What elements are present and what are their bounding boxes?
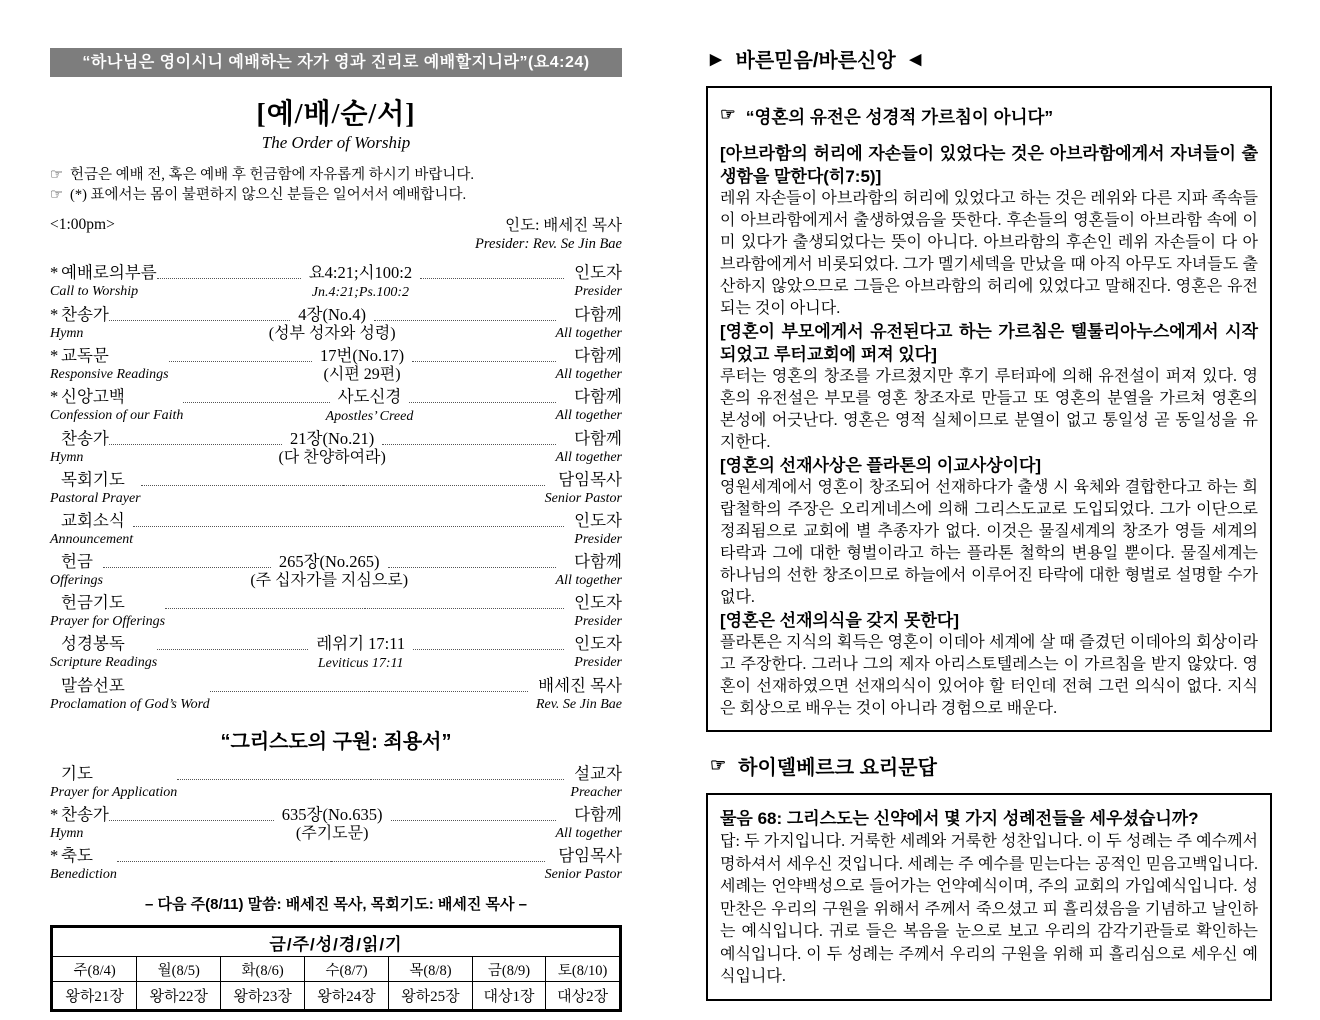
day-header: 화(8/6): [221, 957, 305, 982]
page-subtitle: The Order of Worship: [261, 133, 411, 152]
section-header-title: 바른믿음/바른신앙: [735, 50, 896, 72]
item-detail-ko: 요4:21;시100:2: [308, 263, 413, 282]
doctrine-title-text: “영혼의 유전은 성경적 가르침이 아니다”: [745, 107, 1054, 127]
doctrine-section-body: 플라톤은 지식의 획득은 영혼이 이데아 세계에 살 때 즐겼던 이데아의 회상이라고 주장한다. 그러나 그의 제자 아리스토텔레스는 이 가르침을 받지 않았다. 영혼이 선재하였으면 선재의식이 있어야 할 터인데 전혀 그런 의식이 없다. 지식은 회상으로 배우는 것이 아니라 경험으로 배운다.: [720, 634, 1258, 717]
item-title-en: Hymn: [50, 826, 84, 841]
teaching-column: [706, 44, 1272, 1001]
table-title: 금/주/성/경/읽/기: [52, 927, 621, 957]
table-header-row: [52, 957, 621, 982]
item-detail-sub: Apostles’ Creed: [325, 409, 414, 424]
item-title-ko: 찬송가: [61, 429, 109, 448]
dotted-leader: [103, 567, 271, 568]
item-role-ko: 다함께: [574, 305, 622, 324]
item-detail-ko: 사도신경: [337, 387, 402, 406]
worship-item: [50, 469, 622, 508]
item-title-ko: 찬송가: [61, 805, 109, 824]
standing-marker: *: [50, 846, 59, 865]
dotted-leader: [169, 361, 312, 362]
item-role-ko: 담임목사: [558, 846, 622, 865]
verse-banner: “하나님은 영이시니 예배하는 자가 영과 진리로 예배할지니라”(요4:24): [50, 48, 622, 77]
pointing-hand-icon: ☞: [50, 167, 63, 183]
item-title-en: Scripture Readings: [50, 655, 158, 670]
item-title-ko: 말씀선포: [61, 676, 125, 695]
day-header: 수(8/7): [305, 957, 389, 982]
item-detail-sub: (성부 성자와 성령): [268, 325, 396, 342]
doctrine-section-heading: [아브라함의 허리에 자손들이 있었다는 것은 아브라함에게서 자녀들이 출생함을 말한다(히7:5)]: [720, 144, 1258, 186]
reading-cell: 왕하25장: [388, 982, 472, 1011]
item-title-en: Prayer for Offerings: [50, 614, 166, 629]
dotted-leader: [157, 649, 308, 650]
item-role-en: All together: [555, 326, 622, 341]
item-detail-ko: 레위기 17:11: [316, 634, 406, 653]
worship-item: [50, 633, 622, 673]
dotted-leader: [388, 567, 556, 568]
triangle-right-icon: ▶: [710, 50, 722, 68]
item-title-en: Pastoral Prayer: [50, 491, 141, 506]
reading-cell: 대상1장: [472, 982, 545, 1011]
item-detail-ko: 4장(No.4): [298, 305, 367, 324]
worship-items: [50, 262, 622, 884]
doctrine-section-heading: [영혼의 선재사상은 플라톤의 이교사상이다]: [720, 456, 1042, 475]
item-title-en: Offerings: [50, 573, 103, 588]
item-title-ko: 헌금기도: [61, 593, 125, 612]
item-role-en: Senior Pastor: [544, 491, 622, 506]
item-detail-ko: 17번(No.17): [319, 346, 405, 365]
sermon-title: “그리스도의 구원: 죄용서”: [220, 731, 452, 753]
item-title-en: Call to Worship: [50, 284, 139, 299]
item-role-ko: 다함께: [574, 429, 622, 448]
worship-item: [50, 804, 622, 843]
dotted-leader: [210, 691, 369, 692]
worship-item: [50, 551, 622, 590]
item-role-ko: 배세진 목사: [538, 676, 622, 695]
reading-cell: 왕하22장: [137, 982, 221, 1011]
item-title-en: Announcement: [50, 532, 134, 547]
item-role-en: Presider: [574, 284, 622, 299]
dotted-leader: [420, 278, 564, 279]
doctrine-section-body: 레위 자손들이 아브라함의 허리에 있었다고 하는 것은 레위와 다른 지파 족속들이 아브라함에게서 출생하였음을 뜻한다. 후손들의 영혼들이 아브라함 속에 이미 있다가 출생되었다는 뜻이 아니다. 아브라함의 후손인 레위 자손들이 다 아브라함에게서 비롯되었다. 그가 멜기세덱을 만났을 때 아직 아무도 자녀들도 출산하지 않았으므로 그들은 아브라함의 허리에 있었다고 말해진다. 영혼은 유전되는 것이 아니다.: [720, 190, 1258, 317]
dotted-leader: [117, 861, 331, 862]
service-time: <1:00pm>: [50, 216, 115, 233]
presider-block: [475, 216, 622, 254]
item-role-en: Presider: [574, 614, 622, 629]
worship-order-column: [50, 48, 622, 1012]
item-title-en: Proclamation of God’s Word: [50, 697, 210, 712]
item-detail-sub: (주기도문): [295, 825, 369, 842]
section-header-right-faith: [706, 44, 1272, 73]
item-role-en: Presider: [574, 532, 622, 547]
item-detail-sub: Jn.4:21;Ps.100:2: [311, 285, 409, 300]
reading-cell: 왕하21장: [52, 982, 137, 1011]
item-role-ko: 인도자: [574, 634, 622, 653]
dotted-leader: [349, 526, 564, 527]
item-role-ko: 인도자: [574, 593, 622, 612]
dotted-leader: [413, 649, 564, 650]
item-detail-sub: (주 십자가를 지심으로): [250, 572, 409, 589]
worship-item: [50, 592, 622, 631]
catechism-title-text: 하이델베르크 요리문답: [738, 757, 937, 779]
day-header: 금(8/9): [472, 957, 545, 982]
item-title-en: Hymn: [50, 326, 84, 341]
item-role-en: Rev. Se Jin Bae: [535, 697, 622, 712]
catechism-question: 물음 68: 그리스도는 신약에서 몇 가지 성례전들을 세우셨습니까?: [720, 809, 1199, 828]
triangle-left-icon: ◀: [909, 50, 922, 68]
catechism-answer: 답: 두 가지입니다. 거룩한 세례와 거룩한 성찬입니다. 이 두 성례는 주 예수께서 명하셔서 세우신 것입니다. 세례는 주 예수를 믿는다는 공적인 믿음고백입니다. 세례는 언약백성으로 들어가는 언약예식이며, 주의 교회의 가입예식입니다. 성만찬은 우리의 구원을 위해서 주께서 죽으셨고 피 흘리셨음을 기념하고 날인하는 예식입니다. 귀로 들은 복음을 눈으로 보고 우리의 감각기관들로 확인하는 예식입니다. 이 두 성례는 주께서 우리의 구원을 위해 피 흘리심으로 세우신 예식입니다.: [720, 833, 1258, 985]
item-role-ko: 담임목사: [558, 470, 622, 489]
dotted-leader: [109, 320, 290, 321]
standing-marker: *: [50, 346, 59, 365]
dotted-leader: [331, 861, 545, 862]
dotted-leader: [412, 361, 555, 362]
dotted-leader: [369, 691, 528, 692]
doctrine-section-body: 루터는 영혼의 창조를 가르쳤지만 후기 루터파에 의해 유전설이 퍼져 있다. 영혼의 유전설은 부모를 영혼 창조자로 만들고 또 영혼의 분열을 가르쳐 영혼의 본성에 어긋난다. 영혼은 영적 실체이므로 분열이 없고 통일성 곧 동일성을 유지한다.: [720, 368, 1258, 451]
catechism-header: [706, 751, 1272, 780]
next-week-notice: – 다음 주(8/11) 말씀: 배세진 목사, 목회기도: 배세진 목사 –: [144, 896, 528, 913]
dotted-leader: [141, 485, 343, 486]
item-title-en: Confession of our Faith: [50, 408, 184, 423]
item-title-en: Hymn: [50, 450, 84, 465]
service-time-row: [50, 216, 622, 254]
item-detail-sub: Leviticus 17:11: [317, 656, 404, 671]
item-detail-ko: 21장(No.21): [290, 429, 375, 448]
note-line: [50, 165, 622, 185]
doctrine-box-title: [720, 104, 1258, 129]
item-role-ko: 다함께: [574, 346, 622, 365]
worship-item: [50, 510, 622, 549]
dotted-leader: [409, 402, 555, 403]
item-title-ko: 교독문: [61, 346, 109, 365]
item-title-ko: 교회소식: [61, 511, 125, 530]
dotted-leader: [365, 608, 565, 609]
presider-english: Presider: Rev. Se Jin Bae: [475, 236, 622, 252]
note-text: (*) 표에서는 몸이 불편하지 않으신 분들은 일어서서 예배합니다.: [70, 187, 467, 203]
dotted-leader: [343, 485, 545, 486]
dotted-leader: [382, 444, 555, 445]
item-role-en: Senior Pastor: [544, 867, 622, 882]
item-title-ko: 성경봉독: [61, 634, 125, 653]
worship-item: [50, 675, 622, 714]
reading-cell: 대상2장: [546, 982, 621, 1011]
worship-item: [50, 763, 622, 802]
dotted-leader: [165, 608, 365, 609]
reading-cell: 왕하23장: [221, 982, 305, 1011]
item-title-ko: 신앙고백: [61, 387, 125, 406]
bible-reading-table: [50, 925, 622, 1012]
item-detail-ko: 265장(No.265): [278, 552, 380, 571]
item-role-ko: 다함께: [574, 387, 622, 406]
note-text: 헌금은 예배 전, 혹은 예배 후 헌금함에 자유롭게 하시기 바랍니다.: [70, 167, 475, 183]
item-title-ko: 목회기도: [61, 470, 125, 489]
note-line: [50, 185, 622, 205]
worship-item: [50, 345, 622, 384]
item-role-en: Presider: [574, 655, 622, 670]
dotted-leader: [109, 444, 282, 445]
pointing-hand-icon: ☞: [720, 104, 736, 124]
presider-korean: 인도: 배세진 목사: [505, 217, 622, 234]
worship-item: [50, 386, 622, 426]
item-title-en: Responsive Readings: [50, 367, 169, 382]
worship-item: [50, 845, 622, 884]
doctrine-section-heading: [영혼이 부모에게서 유전된다고 하는 가르침은 텔툴리아누스에게서 시작되었고 루터교회에 퍼져 있다]: [720, 322, 1258, 364]
page-title: [예/배/순/서]: [256, 99, 416, 130]
table-reading-row: [52, 982, 621, 1011]
item-detail-sub: (다 찬양하여라): [278, 449, 386, 466]
item-title-en: Prayer for Application: [50, 785, 178, 800]
worship-item: [50, 262, 622, 302]
item-role-ko: 인도자: [574, 511, 622, 530]
day-header: 주(8/4): [52, 957, 137, 982]
item-title-ko: 축도: [61, 846, 93, 865]
dotted-leader: [371, 779, 564, 780]
item-role-en: All together: [555, 367, 622, 382]
item-title-ko: 헌금: [61, 552, 93, 571]
dotted-leader: [391, 820, 556, 821]
dotted-leader: [133, 526, 348, 527]
item-role-en: All together: [555, 408, 622, 423]
pointing-hand-icon: ☞: [50, 187, 63, 203]
item-role-en: All together: [555, 826, 622, 841]
item-role-ko: 다함께: [574, 552, 622, 571]
dotted-leader: [177, 779, 370, 780]
day-header: 월(8/5): [137, 957, 221, 982]
item-role-ko: 다함께: [574, 805, 622, 824]
day-header: 토(8/10): [546, 957, 621, 982]
item-title-ko: 찬송가: [61, 305, 109, 324]
dotted-leader: [157, 278, 301, 279]
reading-cell: 왕하24장: [305, 982, 389, 1011]
standing-marker: *: [50, 387, 59, 406]
day-header: 목(8/8): [388, 957, 472, 982]
item-title-en: Benediction: [50, 867, 117, 882]
dotted-leader: [109, 820, 274, 821]
standing-marker: *: [50, 263, 59, 282]
item-title-ko: 기도: [61, 764, 93, 783]
item-role-ko: 인도자: [574, 263, 622, 282]
item-role-en: All together: [555, 450, 622, 465]
worship-item: [50, 304, 622, 343]
bulletin-notes: [50, 165, 622, 205]
standing-marker: *: [50, 805, 59, 824]
item-detail-ko: 635장(No.635): [281, 805, 383, 824]
dotted-leader: [183, 402, 329, 403]
item-role-ko: 설교자: [574, 764, 622, 783]
table-title-row: [52, 927, 621, 957]
doctrine-section-body: 영원세계에서 영혼이 창조되어 선재하다가 출생 시 육체와 결합한다고 하는 희랍철학의 주장은 오리게네스에 의해 그리스도교로 도입되었다. 그가 이단으로 정죄됨으로 교회에 별 추종자가 없다. 이것은 물질세계의 창조가 영들 세계의 타락과 그에 대한 형벌이라고 하는 플라톤 철학의 변용일 뿐이다. 물질세계는 하나님의 선한 창조이므로 하늘에서 이루어진 타락에 대한 형벌로 설명할 수가 없다.: [720, 479, 1258, 606]
doctrine-box: [706, 86, 1272, 732]
standing-marker: *: [50, 305, 59, 324]
item-title-ko: 예배로의부름: [61, 263, 157, 282]
item-detail-sub: (시편 29편): [323, 366, 401, 383]
dotted-leader: [374, 320, 555, 321]
item-role-en: Preacher: [570, 785, 622, 800]
item-role-en: All together: [555, 573, 622, 588]
doctrine-section-heading: [영혼은 선재의식을 갖지 못한다]: [720, 611, 959, 630]
catechism-box: [706, 793, 1272, 1001]
pointing-hand-icon: ☞: [710, 755, 727, 775]
worship-item: [50, 428, 622, 467]
